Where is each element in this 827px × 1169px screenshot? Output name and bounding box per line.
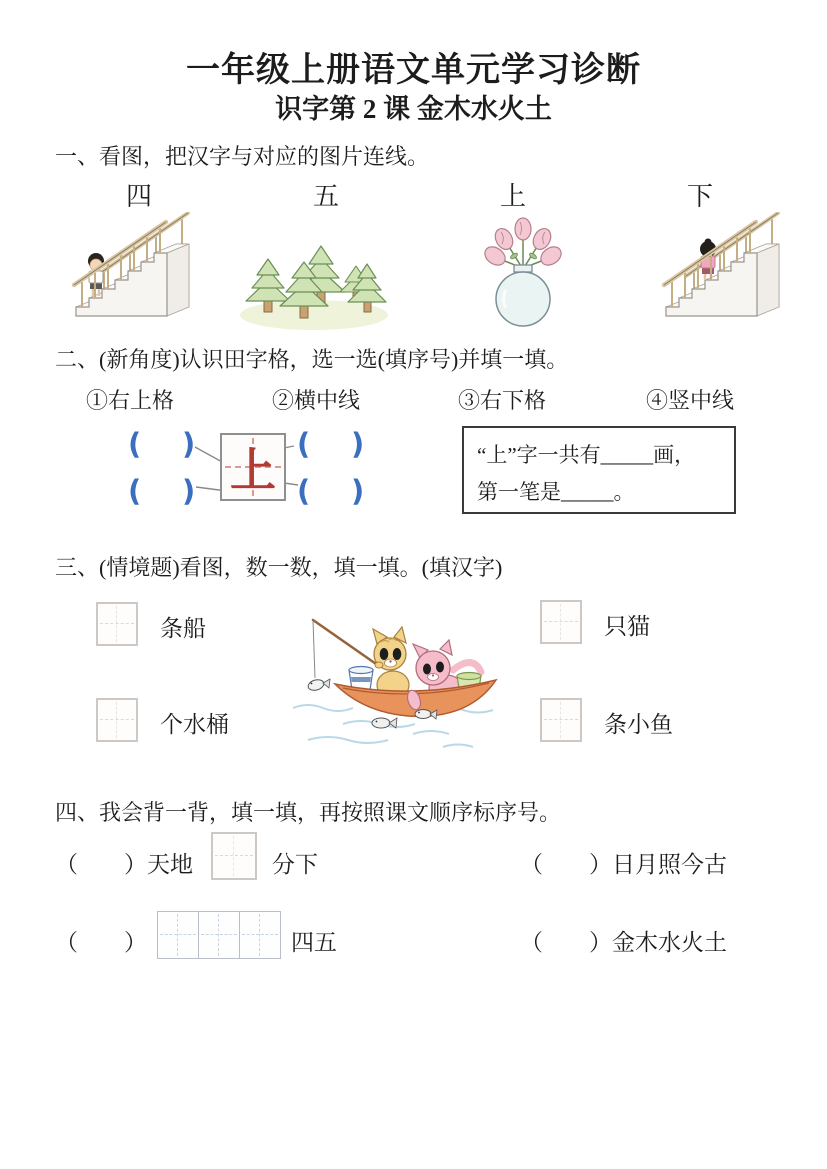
answer-box-line2: 第一笔是_____。 xyxy=(477,479,635,504)
bracket-top-right-open: ( xyxy=(297,427,311,461)
girl-climbing-up-stairs-illustration xyxy=(650,212,790,330)
row1-after-box-text: 分下 xyxy=(272,852,318,877)
bracket-top-right-close: ) xyxy=(351,427,365,461)
row2-right-text: （ ）金木水火土 xyxy=(520,930,727,955)
boy-walking-down-stairs-illustration xyxy=(60,212,200,330)
section2-heading: 二、(新角度)认识田字格，选一选(填序号)并填一填。 xyxy=(55,347,569,372)
pine-tree-grove-illustration xyxy=(226,212,404,336)
write-cell xyxy=(158,912,199,958)
option-2-horizontal-midline: ②横中线 xyxy=(272,388,361,413)
answer-box xyxy=(462,426,736,514)
row1-right-text: （ ）日月照今古 xyxy=(520,852,727,877)
bracket-bottom-right-close: ) xyxy=(351,474,365,508)
row2-after-box-text: 四五 xyxy=(291,930,337,955)
section3-heading: 三、(情境题)看图，数一数，填一填。(填汉字) xyxy=(55,555,503,580)
row1-left-text: （ ）天地 xyxy=(55,852,193,877)
write-cell xyxy=(199,912,240,958)
count-box-buckets xyxy=(96,698,138,742)
row2-left-text: （ ） xyxy=(55,930,147,955)
option-4-vertical-midline: ④竖中线 xyxy=(646,388,735,413)
row2-write-grid xyxy=(157,911,281,959)
bracket-top-left-close: ) xyxy=(182,427,196,461)
count-box-cats xyxy=(540,600,582,644)
match-character-xia: 下 xyxy=(687,182,714,211)
two-cats-fishing-in-boat-illustration xyxy=(283,592,508,757)
match-character-shang: 上 xyxy=(500,182,527,211)
answer-box-line1: “上”字一共有_____画， xyxy=(477,443,696,467)
label-buckets: 个水桶 xyxy=(160,712,229,737)
vase-with-pink-flowers-illustration xyxy=(466,214,583,332)
option-1-right-upper-cell: ①右上格 xyxy=(86,388,175,413)
match-character-wu: 五 xyxy=(313,182,340,211)
match-character-si: 四 xyxy=(126,182,153,211)
section1-heading: 一、看图，把汉字与对应的图片连线。 xyxy=(55,144,430,169)
label-fish: 条小鱼 xyxy=(604,712,673,737)
hooked-fish xyxy=(307,678,330,692)
label-cats: 只猫 xyxy=(604,614,650,639)
yellow-cat xyxy=(373,627,409,699)
count-box-fish xyxy=(540,698,582,742)
bracket-top-left-open: ( xyxy=(128,427,142,461)
label-boats: 条船 xyxy=(160,616,206,641)
count-box-boats xyxy=(96,602,138,646)
page-subtitle: 识字第 2 课 金木水火土 xyxy=(275,94,552,124)
section4-heading: 四、我会背一背，填一填，再按照课文顺序标序号。 xyxy=(55,800,562,825)
bracket-bottom-right-open: ( xyxy=(297,474,311,508)
bracket-bottom-left-open: ( xyxy=(128,474,142,508)
page-title: 一年级上册语文单元学习诊断 xyxy=(186,52,641,89)
grid-character-shang: 上 xyxy=(230,445,276,496)
option-3-right-lower-cell: ③右下格 xyxy=(458,388,547,413)
row1-write-box xyxy=(211,832,257,880)
tianzige-grid xyxy=(220,433,286,501)
bracket-bottom-left-close: ) xyxy=(182,474,196,508)
write-cell xyxy=(240,912,280,958)
